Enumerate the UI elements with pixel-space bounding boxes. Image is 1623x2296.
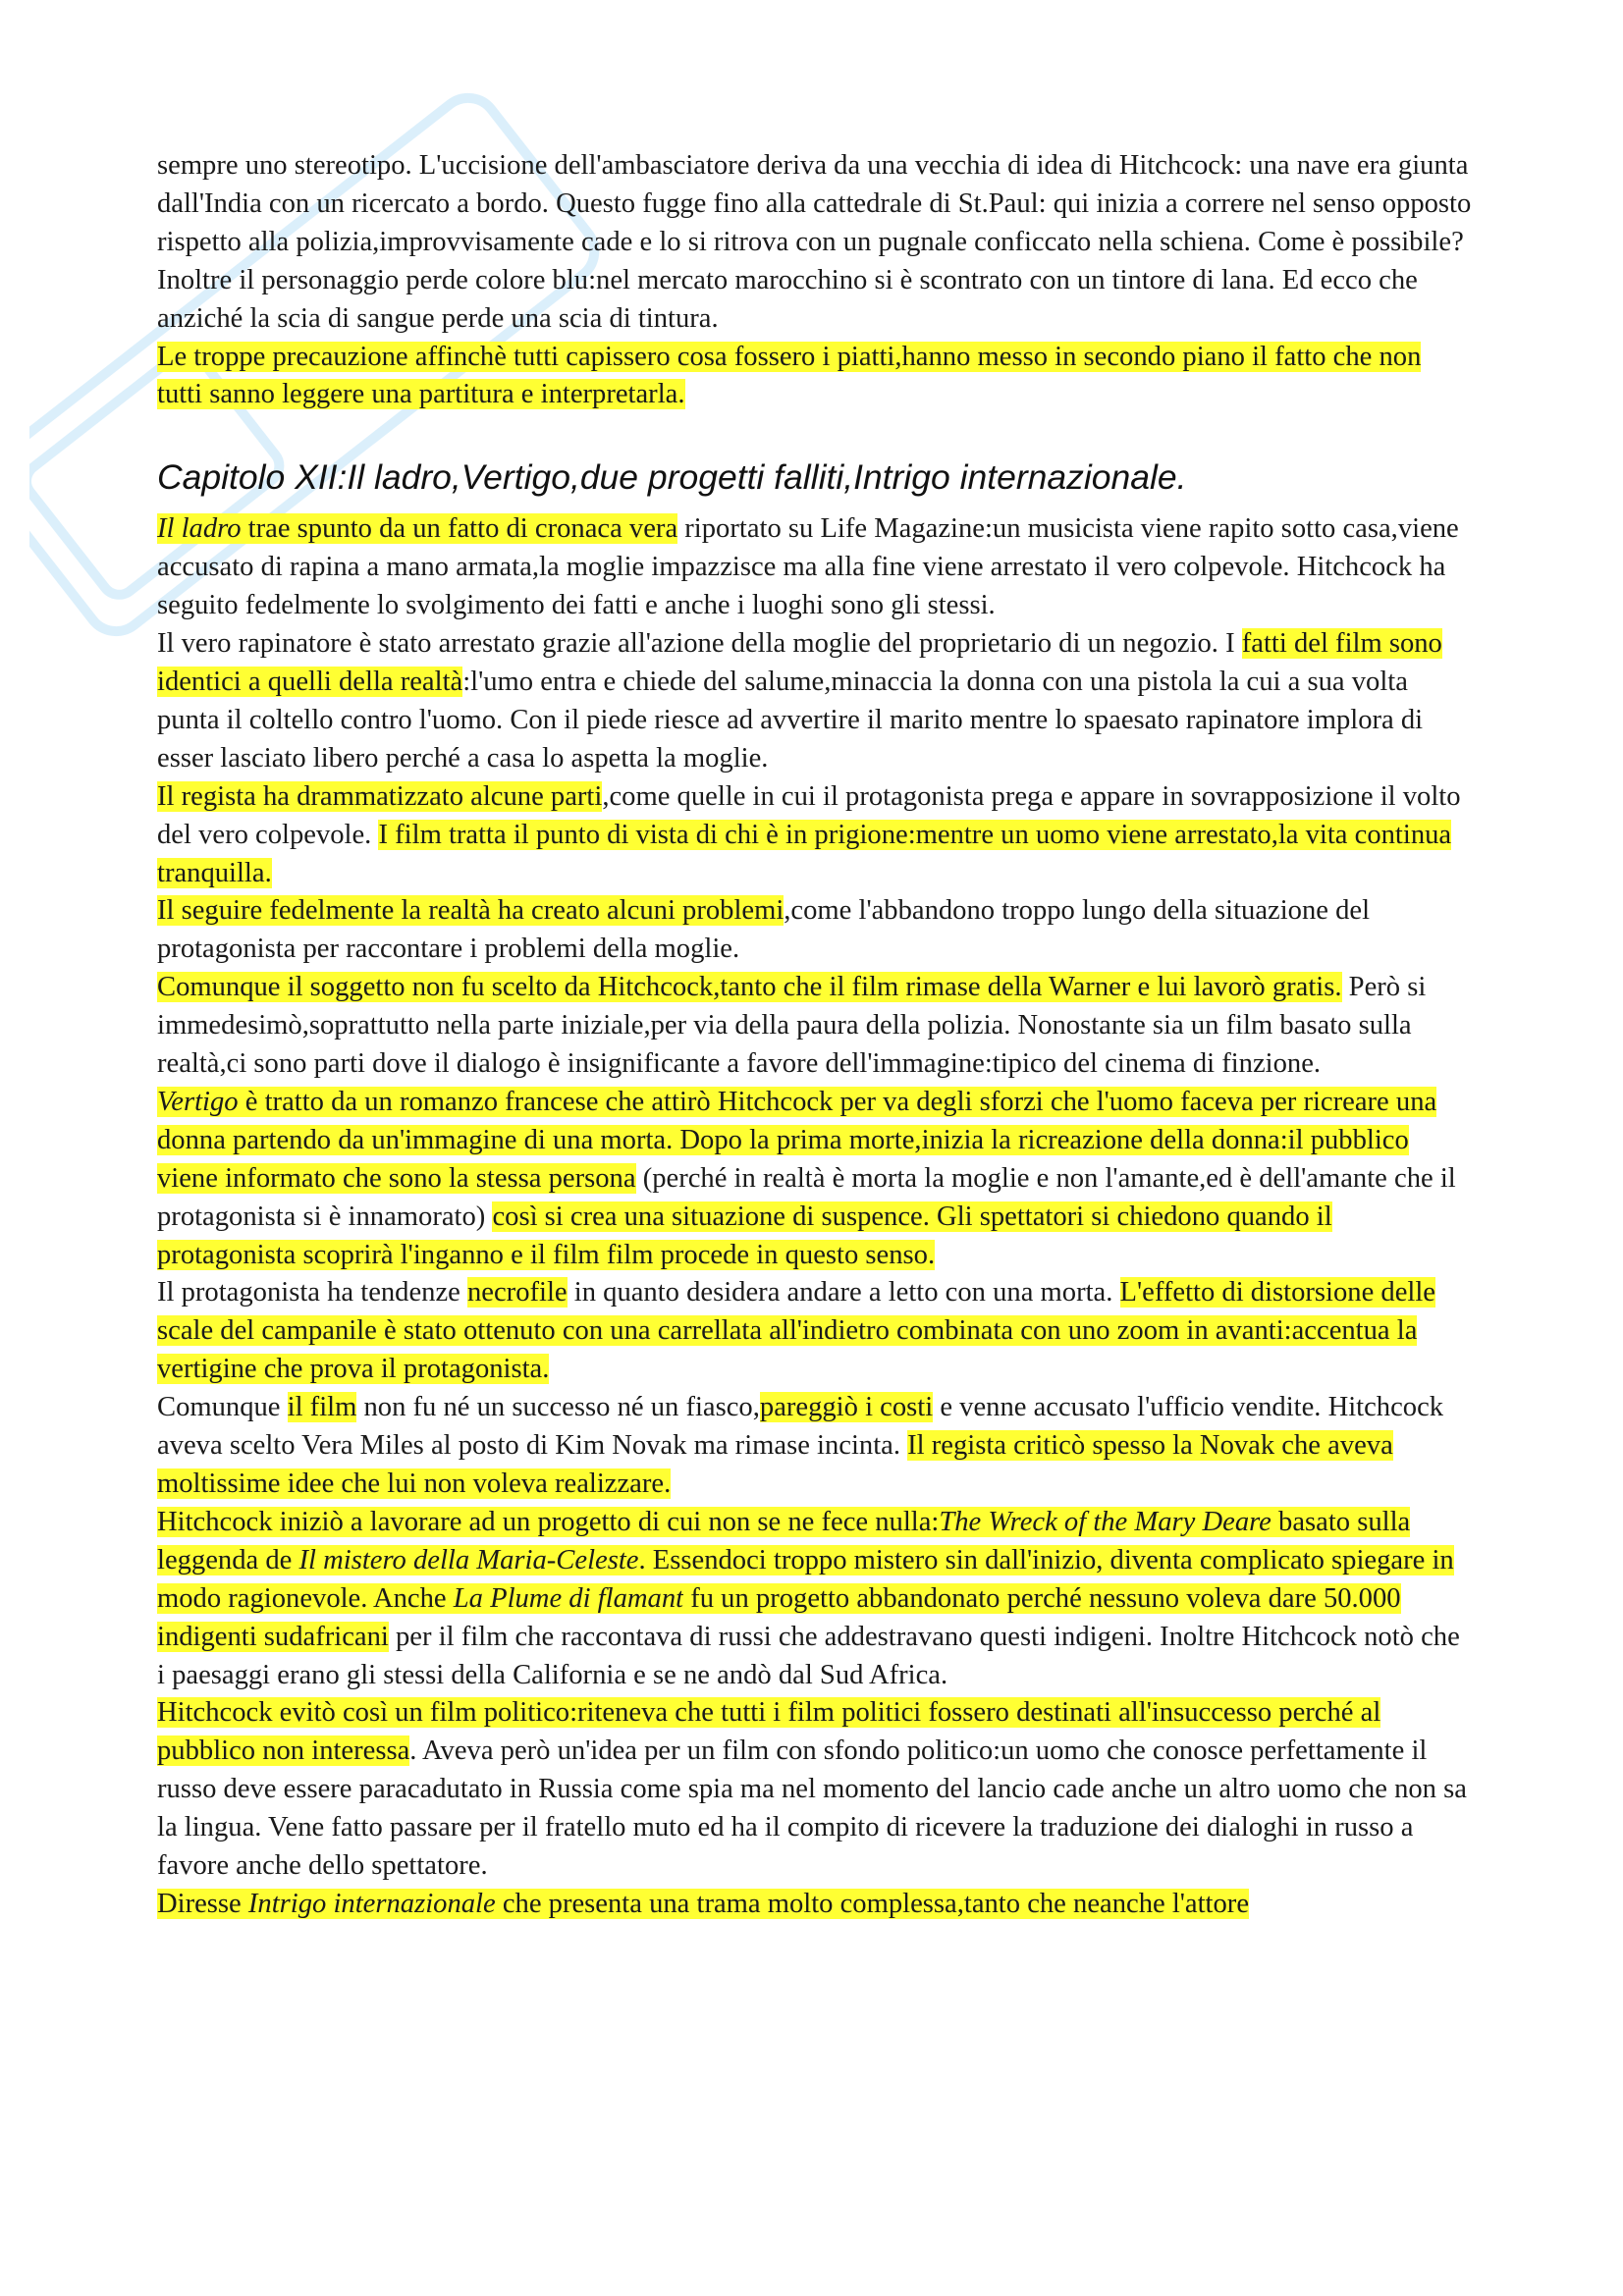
- text-run: Il protagonista ha tendenze: [157, 1277, 467, 1308]
- highlighted-text: Hitchcock evitò così un film politico:riteneva che tutti i film politici fossero destinati all'insuccesso perché al pubblico non interessa: [157, 1697, 1381, 1767]
- highlighted-text: trae spunto da un fatto di cronaca vera: [241, 513, 678, 545]
- highlighted-text: fatti del film sono identici a quelli della realtà: [157, 628, 1442, 697]
- paragraph: [157, 1694, 1473, 1886]
- text-run: e venne accusato l'ufficio vendite. Hitchcock aveva scelto Vera Miles al posto di Kim Novak ma rimase incinta.: [157, 1392, 1444, 1462]
- paragraph: [157, 339, 1473, 415]
- text-run: sempre uno stereotipo. L'uccisione dell'ambasciatore deriva da una vecchia di idea di Hitchcock: una nave era giunta dall'India con un ricercato a bordo. Questo fugge fino alla cattedrale di St.Paul: qui inizia a correre nel senso opposto rispetto alla polizia,improvvisamente cade e lo si ritrova con un pugnale conficcato nella schiena. Come è possibile?: [157, 150, 1472, 257]
- highlighted-text: Il regista criticò spesso la Novak che aveva moltissime idee che lui non voleva realizzare.: [157, 1430, 1393, 1499]
- highlighted-text: Vertigo: [157, 1086, 239, 1117]
- highlighted-text: basato sulla leggenda de: [157, 1506, 1411, 1575]
- highlighted-text: necrofile: [467, 1277, 568, 1308]
- text-run: . Aveva però un'idea per un film con sfondo politico:un uomo che conosce perfettamente il russo deve essere paracadutato in Russia come spia ma nel momento del lancio cade anche un altro uomo che non sa la lingua. Vene fatto passare per il fratello muto ed ha il compito di ricevere la traduzione dei dialoghi in russo a favore anche dello spettatore.: [157, 1735, 1467, 1882]
- paragraph: [157, 1389, 1473, 1504]
- paragraph: [157, 969, 1473, 1084]
- paragraph: [157, 1274, 1473, 1389]
- highlighted-text: Il ladro: [157, 513, 242, 545]
- highlighted-text: che presenta una trama molto complessa,tanto che neanche l'attore: [495, 1888, 1250, 1919]
- text-run: per il film che raccontava di russi che addestravano questi indigeni. Inoltre Hitchcock notò che i paesaggi erano gli stessi della California e se ne andò dal Sud Africa.: [157, 1621, 1460, 1690]
- highlighted-text: The Wreck of the Mary Deare: [939, 1506, 1271, 1537]
- highlighted-text: Il mistero della Maria-Celeste: [298, 1544, 639, 1575]
- text-run: Però si immedesimò,soprattutto nella parte iniziale,per via della paura della polizia. Nonostante sia un film basato sulla realtà,ci sono parti dove il dialogo è insignificante a favore dell'immagine:tipico del cinema di finzione.: [157, 972, 1427, 1080]
- highlighted-text: così si crea una situazione di suspence. Gli spettatori si chiedono quando il protagonista scoprirà l'inganno e il film film procede in questo senso.: [157, 1201, 1332, 1270]
- paragraph: [157, 1084, 1473, 1275]
- highlighted-text: Le troppe precauzione affinchè tutti capissero cosa fossero i piatti,hanno messo in secondo piano il fatto che non tutti sanno leggere una partitura e interpretarla.: [157, 341, 1422, 410]
- text-run: (perché in realtà è morta la moglie e non l'amante,ed è dell'amante che il protagonista si è innamorato): [157, 1162, 1456, 1232]
- highlighted-text: Il seguire fedelmente la realtà ha creato alcuni problemi: [157, 895, 784, 927]
- document-body: [157, 147, 1473, 1924]
- text-run: :l'umo entra e chiede del salume,minaccia la donna con una pistola la cui a sua volta punta il coltello contro l'uomo. Con il piede riesce ad avvertire il marito mentre lo spaesato rapinatore implora di esser lasciato libero perché a casa lo aspetta la moglie.: [157, 666, 1424, 774]
- chapter-heading: Capitolo XII:Il ladro,Vertigo,due progetti falliti,Intrigo internazionale.: [157, 457, 1187, 498]
- highlighted-text: il film: [287, 1392, 357, 1423]
- highlighted-text: . Essendoci troppo mistero sin dall'inizio, diventa complicato spiegare in modo ragionevole. Anche: [157, 1544, 1454, 1614]
- highlighted-text: La Plume di flamant: [453, 1582, 684, 1614]
- highlighted-text: è tratto da un romanzo francese che attirò Hitchcock per va degli sforzi che l'uomo faceva per ricreare una donna partendo da un'immagine di una morta. Dopo la prima morte,inizia la ricreazione della donna:il pubblico viene informato che sono la stessa persona: [157, 1086, 1437, 1194]
- highlighted-text: Il regista ha drammatizzato alcune parti: [157, 780, 603, 812]
- paragraph: [157, 778, 1473, 893]
- text-run: Comunque: [157, 1392, 288, 1423]
- text-run: non fu né un successo né un fiasco,: [356, 1392, 760, 1423]
- text-run: Il vero rapinatore è stato arrestato grazie all'azione della moglie del proprietario di un negozio. I: [157, 628, 1242, 660]
- highlighted-text: I film tratta il punto di vista di chi è in prigione:mentre un uomo viene arrestato,la vita continua tranquilla.: [157, 819, 1452, 888]
- highlighted-text: Intrigo internazionale: [247, 1888, 496, 1919]
- paragraph: [157, 147, 1473, 262]
- highlighted-text: Comunque il soggetto non fu scelto da Hitchcock,tanto che il film rimase della Warner e lui lavorò gratis.: [157, 972, 1342, 1003]
- highlighted-text: pareggiò i costi: [759, 1392, 934, 1423]
- text-run: ,come quelle in cui il protagonista prega e appare in sovrapposizione il volto del vero colpevole.: [157, 780, 1461, 850]
- text-run: riportato su Life Magazine:un musicista viene rapito sotto casa,viene accusato di rapina a mano armata,la moglie impazzisce ma alla fine viene arrestato il vero colpevole. Hitchcock ha seguito fedelmente lo svolgimento dei fatti e anche i luoghi sono gli stessi.: [157, 513, 1459, 621]
- highlighted-text: L'effetto di distorsione delle scale del campanile è stato ottenuto con una carrellata all'indietro combinata con uno zoom in avanti:accentua la vertigine che prova il protagonista.: [157, 1277, 1436, 1385]
- text-run: ,come l'abbandono troppo lungo della situazione del protagonista per raccontare i problemi della moglie.: [157, 895, 1371, 965]
- highlighted-text: fu un progetto abbandonato perché nessuno voleva dare 50.000 indigenti sudafricani: [157, 1582, 1401, 1652]
- paragraph: [157, 510, 1473, 625]
- paragraph: [157, 892, 1473, 969]
- paragraph: [157, 625, 1473, 778]
- paragraph: [157, 1504, 1473, 1695]
- highlighted-text: Diresse: [157, 1888, 248, 1919]
- text-run: Inoltre il personaggio perde colore blu:nel mercato marocchino si è scontrato con un tintore di lana. Ed ecco che anziché la scia di sangue perde una scia di tintura.: [157, 264, 1418, 334]
- paragraph: [157, 1886, 1473, 1924]
- text-run: in quanto desidera andare a letto con una morta.: [567, 1277, 1120, 1308]
- paragraph: [157, 262, 1473, 339]
- highlighted-text: Hitchcock iniziò a lavorare ad un progetto di cui non se ne fece nulla:: [157, 1506, 940, 1537]
